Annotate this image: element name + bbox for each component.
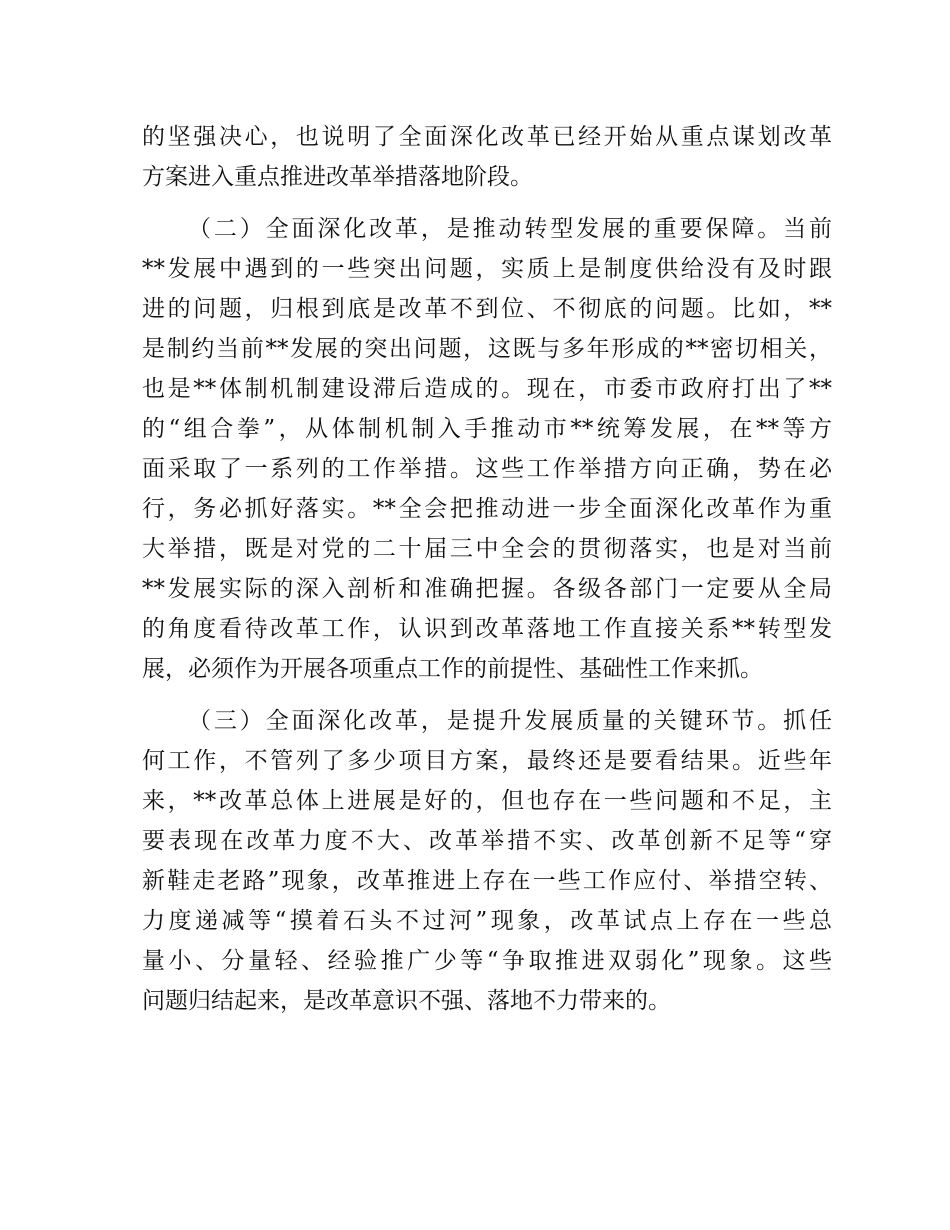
text-line: 是制约当前**发展的突出问题，这既与多年形成的**密切相关， <box>142 336 832 362</box>
text-line: 进的问题，归根到底是改革不到位、不彻底的问题。比如，** <box>142 296 832 322</box>
text-line: 量小、分量轻、经验推广少等“争取推进双弱化”现象。这些 <box>142 948 832 974</box>
document-body <box>142 117 832 1021</box>
text-line: （二）全面深化改革，是推动转型发展的重要保障。当前 <box>188 216 832 242</box>
text-line: 也是**体制机制建设滞后造成的。现在，市委市政府打出了** <box>142 376 832 402</box>
text-line: 展，必须作为开展各项重点工作的前提性、基础性工作来抓。 <box>142 656 763 682</box>
text-line: 行，务必抓好落实。**全会把推动进一步全面深化改革作为重 <box>142 496 832 522</box>
text-line: （三）全面深化改革，是提升发展质量的关键环节。抓任 <box>188 708 832 734</box>
paragraph-section-three <box>142 701 832 1021</box>
text-line: 问题归结起来，是改革意识不强、落地不力带来的。 <box>142 988 671 1014</box>
text-line: 的角度看待改革工作，认识到改革落地工作直接关系**转型发 <box>142 616 832 642</box>
text-line: 面采取了一系列的工作举措。这些工作举措方向正确，势在必 <box>142 456 832 482</box>
text-line: 要表现在改革力度不大、改革举措不实、改革创新不足等“穿 <box>142 828 832 854</box>
text-line: **发展中遇到的一些突出问题，实质上是制度供给没有及时跟 <box>142 256 832 282</box>
text-line: 大举措，既是对党的二十届三中全会的贯彻落实，也是对当前 <box>142 536 832 562</box>
text-line: **发展实际的深入剖析和准确把握。各级各部门一定要从全局 <box>142 576 832 602</box>
text-line: 力度递减等“摸着石头不过河”现象，改革试点上存在一些总 <box>142 908 832 934</box>
text-line: 何工作，不管列了多少项目方案，最终还是要看结果。近些年 <box>142 748 832 774</box>
text-line: 方案进入重点推进改革举措落地阶段。 <box>142 164 533 190</box>
paragraph-section-two <box>142 209 832 689</box>
text-line: 的“组合拳”，从体制机制入手推动市**统筹发展，在**等方 <box>142 416 832 442</box>
text-line: 来，**改革总体上进展是好的，但也存在一些问题和不足，主 <box>142 788 832 814</box>
paragraph-continuation <box>142 117 832 197</box>
text-line: 新鞋走老路”现象，改革推进上存在一些工作应付、举措空转、 <box>142 868 832 894</box>
text-line: 的坚强决心，也说明了全面深化改革已经开始从重点谋划改革 <box>142 124 832 150</box>
